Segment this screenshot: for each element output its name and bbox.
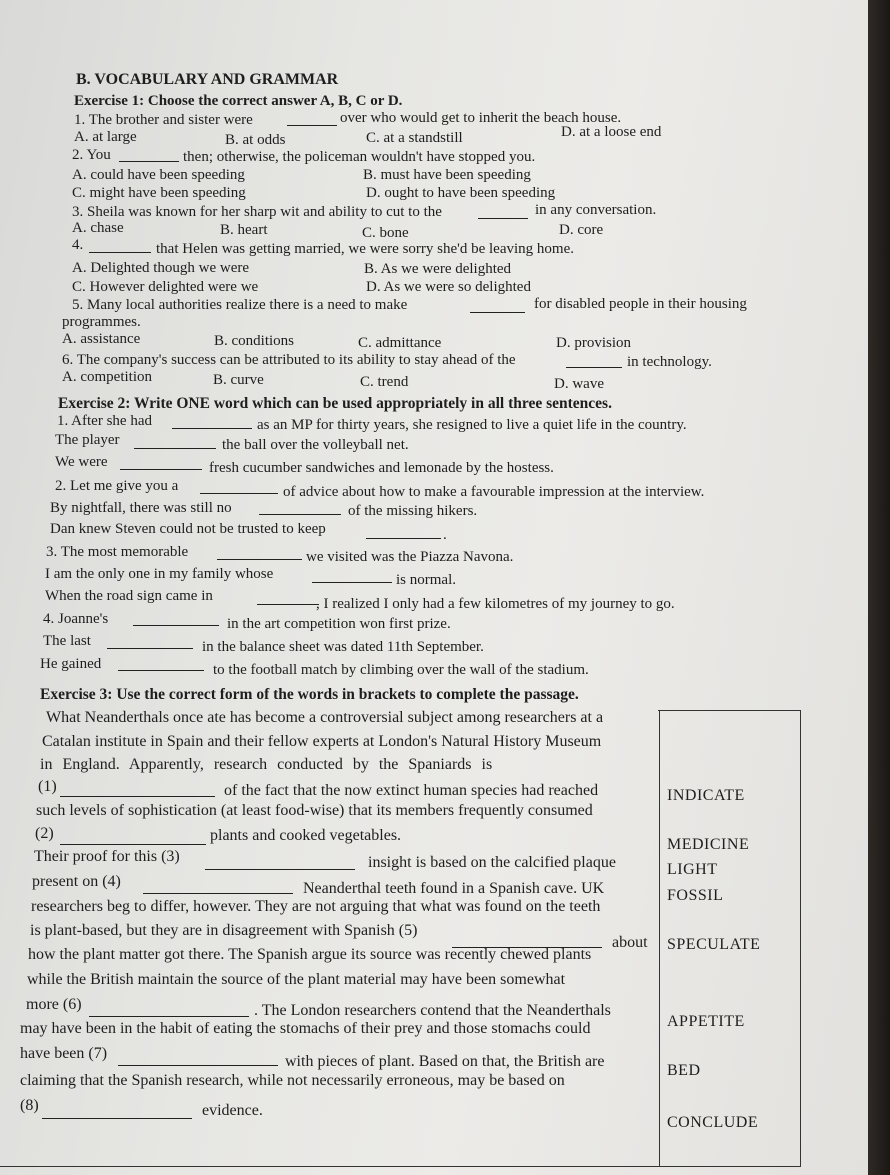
- ex2-line-1c: We were: [55, 454, 108, 470]
- passage-blank-4[interactable]: [143, 881, 293, 899]
- q6-option-b[interactable]: B. curve: [213, 372, 264, 388]
- q1-option-b[interactable]: B. at odds: [225, 132, 286, 148]
- passage-line-15-label: have been (7): [20, 1045, 108, 1062]
- ex2-line-3c: When the road sign came in: [45, 588, 213, 604]
- passage-line-13: . The London researchers contend that the Neanderthals: [254, 1002, 611, 1019]
- table-top-border: [658, 710, 800, 711]
- q3-stem-end: in any conversation.: [535, 202, 657, 218]
- q2-option-d[interactable]: D. ought to have been speeding: [366, 185, 556, 201]
- ex2-blank-1c[interactable]: [120, 457, 202, 475]
- ex2-blank-3a[interactable]: [217, 547, 302, 565]
- ex2-line-3a-end: we visited was the Piazza Navona.: [306, 549, 514, 565]
- q2-stem-start: 2. You: [72, 147, 111, 163]
- ex2-line-2c-end: .: [443, 527, 447, 543]
- keyword-medicine: MEDICINE: [667, 836, 750, 853]
- q4-option-c[interactable]: C. However delighted were we: [72, 279, 259, 295]
- q5-stem-start: 5. Many local authorities realize there is a need to make: [72, 297, 408, 313]
- passage-line-15: with pieces of plant. Based on that, the British are: [285, 1053, 605, 1070]
- q4-blank[interactable]: [89, 240, 151, 258]
- q1-option-a[interactable]: A. at large: [74, 129, 137, 145]
- q2-option-b[interactable]: B. must have been speeding: [363, 167, 531, 183]
- ex2-line-2a-end: of advice about how to make a favourable impression at the interview.: [283, 484, 705, 500]
- passage-line-11: how the plant matter got there. The Spanish argue its source was recently chewed plants: [28, 946, 592, 963]
- passage-line-9: researchers beg to differ, however. They are not arguing that what was found on the teeth: [31, 898, 601, 915]
- ex2-line-3a: 3. The most memorable: [46, 544, 189, 560]
- q6-stem-start: 6. The company's success can be attributed to its ability to stay ahead of the: [62, 352, 516, 368]
- ex2-line-4a: 4. Joanne's: [43, 611, 109, 627]
- exercise-1-title: Exercise 1: Choose the correct answer A, B, C or D.: [74, 93, 403, 109]
- passage-line-14: may have been in the habit of eating the stomachs of their prey and those stomachs could: [20, 1020, 591, 1037]
- keyword-fossil: FOSSIL: [667, 887, 724, 904]
- q2-stem-end: then; otherwise, the policeman wouldn't have stopped you.: [183, 149, 536, 165]
- passage-blank-8[interactable]: [42, 1106, 192, 1124]
- keyword-appetite: APPETITE: [667, 1013, 745, 1030]
- exercise-3-title: Exercise 3: Use the correct form of the words in brackets to complete the passage.: [40, 686, 579, 703]
- passage-line-17-label: (8): [20, 1097, 39, 1114]
- ex2-blank-4a[interactable]: [133, 613, 219, 631]
- passage-blank-3[interactable]: [205, 857, 355, 875]
- passage-line-4: of the fact that the now extinct human species had reached: [224, 782, 599, 799]
- q6-blank[interactable]: [566, 355, 622, 373]
- passage-line-4-label: (1): [38, 778, 57, 795]
- q2-option-a[interactable]: A. could have been speeding: [72, 167, 245, 183]
- passage-line-1: What Neanderthals once ate has become a controversial subject among researchers at a: [46, 709, 604, 726]
- q1-option-c[interactable]: C. at a standstill: [366, 130, 463, 146]
- ex2-line-2c: Dan knew Steven could not be trusted to keep: [50, 521, 326, 537]
- ex2-line-1b-end: the ball over the volleyball net.: [222, 437, 409, 453]
- ex2-blank-3c[interactable]: [257, 592, 319, 610]
- q3-option-b[interactable]: B. heart: [220, 222, 268, 238]
- exercise-2-title: Exercise 2: Write ONE word which can be used appropriately in all three sentences.: [58, 395, 612, 412]
- q2-option-c[interactable]: C. might have been speeding: [72, 185, 246, 201]
- q1-blank[interactable]: [287, 113, 337, 131]
- passage-blank-7[interactable]: [118, 1053, 278, 1071]
- q3-blank[interactable]: [478, 206, 528, 224]
- ex2-line-2b-end: of the missing hikers.: [348, 503, 478, 519]
- ex2-blank-1a[interactable]: [172, 416, 252, 434]
- ex2-line-3b: I am the only one in my family whose: [45, 566, 274, 582]
- ex2-line-1b: The player: [55, 432, 120, 448]
- passage-line-16: claiming that the Spanish research, while not necessarily erroneous, may be based on: [20, 1072, 565, 1089]
- passage-line-3: in England. Apparently, research conducted by the Spaniards is: [40, 756, 493, 773]
- ex2-blank-4b[interactable]: [107, 636, 193, 654]
- passage-line-7: insight is based on the calcified plaque: [368, 854, 616, 871]
- ex2-blank-4c[interactable]: [118, 658, 204, 676]
- keyword-bed: BED: [667, 1062, 701, 1079]
- q4-stem: that Helen was getting married, we were sorry she'd be leaving home.: [156, 241, 574, 257]
- ex2-line-3b-end: is normal.: [396, 572, 456, 588]
- ex2-blank-3b[interactable]: [312, 570, 392, 588]
- passage-line-2: Catalan institute in Spain and their fellow experts at London's Natural History Museum: [42, 733, 602, 750]
- ex2-line-4c-end: to the football match by climbing over the wall of the stadium.: [213, 662, 589, 678]
- q6-option-d[interactable]: D. wave: [554, 376, 604, 392]
- table-column-divider: [659, 710, 660, 1166]
- ex2-blank-1b[interactable]: [134, 436, 216, 454]
- q3-option-a[interactable]: A. chase: [72, 220, 124, 236]
- q4-number: 4.: [72, 237, 84, 253]
- ex2-line-3c-end: , I realized I only had a few kilometres of my journey to go.: [316, 596, 675, 612]
- q1-stem-end: over who would get to inherit the beach house.: [340, 110, 622, 126]
- q6-stem-end: in technology.: [627, 354, 712, 370]
- page-edge-shadow: [868, 0, 890, 1175]
- passage-line-8-label: present on (4): [32, 873, 121, 890]
- keyword-light: LIGHT: [667, 861, 718, 878]
- passage-line-13-label: more (6): [26, 996, 82, 1013]
- passage-line-8: Neanderthal teeth found in a Spanish cave. UK: [303, 880, 605, 897]
- ex2-blank-2c[interactable]: [366, 526, 441, 544]
- q3-option-d[interactable]: D. core: [559, 222, 604, 238]
- ex2-blank-2b[interactable]: [259, 502, 341, 520]
- q5-option-a[interactable]: A. assistance: [62, 331, 141, 347]
- q1-stem-start: 1. The brother and sister were: [74, 112, 253, 128]
- q5-blank[interactable]: [470, 300, 525, 318]
- keyword-speculate: SPECULATE: [667, 936, 761, 953]
- ex2-line-4c: He gained: [40, 656, 102, 672]
- q6-option-a[interactable]: A. competition: [62, 369, 152, 385]
- q4-option-b[interactable]: B. As we were delighted: [364, 261, 512, 277]
- ex2-line-1a-end: as an MP for thirty years, she resigned to live a quiet life in the country.: [257, 417, 687, 433]
- q5-stem-cont: programmes.: [62, 314, 141, 330]
- passage-line-10-label: is plant-based, but they are in disagreement with Spanish (5): [30, 922, 418, 939]
- q3-option-c[interactable]: C. bone: [362, 225, 409, 241]
- q5-option-c[interactable]: C. admittance: [358, 335, 442, 351]
- passage-line-7-label: Their proof for this (3): [34, 848, 180, 865]
- q1-option-d[interactable]: D. at a loose end: [561, 124, 662, 140]
- passage-line-5: such levels of sophistication (at least food-wise) that its members frequently consumed: [36, 802, 593, 819]
- ex2-line-4b-end: in the balance sheet was dated 11th September.: [202, 639, 484, 655]
- section-title: B. VOCABULARY AND GRAMMAR: [76, 71, 339, 88]
- ex2-line-2b: By nightfall, there was still no: [50, 500, 232, 516]
- keyword-indicate: INDICATE: [667, 787, 745, 804]
- q4-option-d[interactable]: D. As we were so delighted: [366, 279, 531, 295]
- passage-line-6: plants and cooked vegetables.: [210, 827, 402, 844]
- ex2-blank-2a[interactable]: [200, 481, 278, 499]
- passage-line-17: evidence.: [202, 1102, 263, 1119]
- ex2-line-4a-end: in the art competition won first prize.: [227, 616, 451, 632]
- passage-line-6-label: (2): [35, 825, 54, 842]
- passage-line-10-end: about: [612, 934, 648, 951]
- q4-option-a[interactable]: A. Delighted though we were: [72, 260, 250, 276]
- q2-blank[interactable]: [119, 149, 179, 167]
- ex2-line-2a: 2. Let me give you a: [55, 478, 179, 494]
- q6-option-c[interactable]: C. trend: [360, 374, 409, 390]
- ex2-line-1c-end: fresh cucumber sandwiches and lemonade by the hostess.: [209, 460, 554, 476]
- keyword-conclude: CONCLUDE: [667, 1114, 759, 1131]
- q5-option-d[interactable]: D. provision: [556, 335, 631, 351]
- ex2-line-4b: The last: [43, 633, 91, 649]
- ex2-line-1a: 1. After she had: [57, 413, 152, 429]
- q5-option-b[interactable]: B. conditions: [214, 333, 295, 349]
- passage-line-12: while the British maintain the source of the plant material may have been somewhat: [27, 971, 566, 988]
- q3-stem-start: 3. Sheila was known for her sharp wit and ability to cut to the: [72, 204, 442, 220]
- passage-blank-1[interactable]: [60, 784, 215, 802]
- q5-stem-end: for disabled people in their housing: [534, 296, 747, 312]
